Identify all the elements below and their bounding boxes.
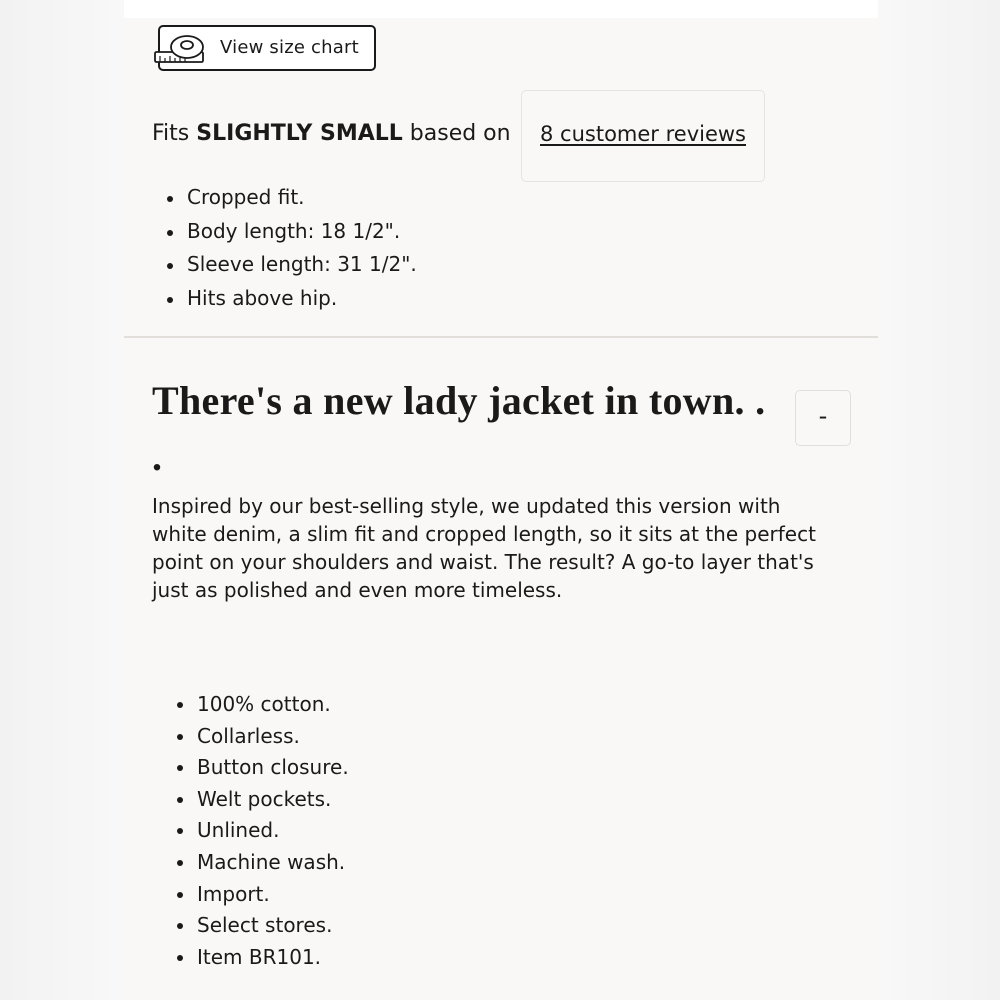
list-item: Collarless. bbox=[174, 721, 349, 753]
fit-details-list bbox=[164, 181, 417, 315]
list-item: Machine wash. bbox=[174, 847, 349, 879]
product-details-panel bbox=[124, 18, 878, 1000]
list-item: Sleeve length: 31 1/2". bbox=[164, 248, 417, 282]
page-margin-right bbox=[878, 0, 1000, 1000]
section-divider bbox=[124, 336, 878, 338]
fit-prefix: Fits bbox=[152, 121, 190, 146]
view-size-chart-button[interactable] bbox=[158, 25, 376, 71]
list-item: Import. bbox=[174, 879, 349, 911]
list-item: Select stores. bbox=[174, 910, 349, 942]
product-description: Inspired by our best-selling style, we updated this version with white denim, a slim fit and cropped length, so it sits at the perfect point on your shoulders and waist. The result? A go-to layer that's just as polished and even more timeless. bbox=[152, 494, 816, 602]
list-item: Item BR101. bbox=[174, 942, 349, 974]
customer-reviews-link[interactable]: 8 customer reviews bbox=[540, 122, 746, 146]
collapse-section-button[interactable]: - bbox=[795, 390, 851, 446]
list-item: Button closure. bbox=[174, 752, 349, 784]
top-strip bbox=[124, 0, 878, 18]
list-item: Cropped fit. bbox=[164, 181, 417, 215]
list-item: Hits above hip. bbox=[164, 282, 417, 316]
fit-suffix: based on bbox=[409, 121, 511, 146]
fit-summary bbox=[152, 121, 511, 146]
fit-rating: SLIGHTLY SMALL bbox=[196, 121, 403, 146]
list-item: 100% cotton. bbox=[174, 689, 349, 721]
list-item: Body length: 18 1/2". bbox=[164, 215, 417, 249]
measuring-tape-icon bbox=[153, 33, 207, 65]
list-item: Unlined. bbox=[174, 815, 349, 847]
customer-reviews-box[interactable] bbox=[521, 90, 765, 182]
product-details-list bbox=[174, 689, 349, 973]
section-headline: There's a new lady jacket in town. . . bbox=[152, 378, 766, 479]
view-size-chart-label: View size chart bbox=[220, 37, 359, 58]
list-item: Welt pockets. bbox=[174, 784, 349, 816]
page-margin-left bbox=[0, 0, 124, 1000]
